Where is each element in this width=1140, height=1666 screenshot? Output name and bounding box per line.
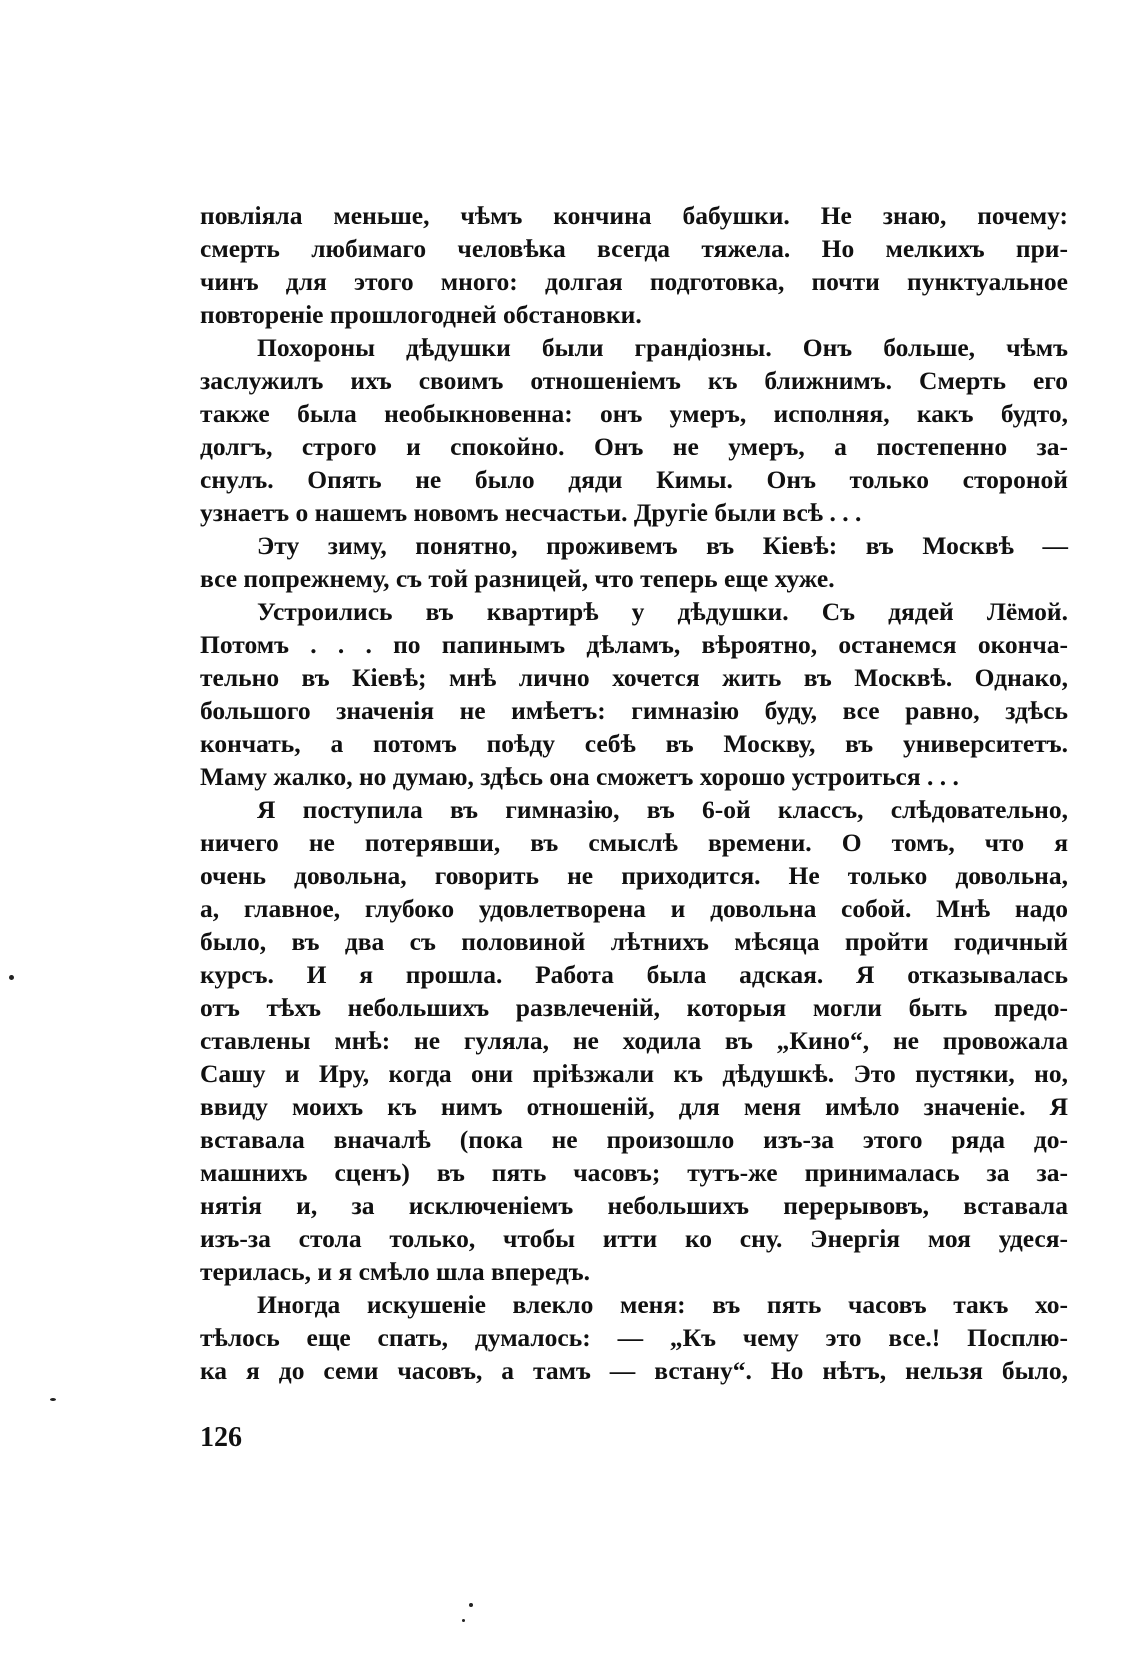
text-line: отъ тѣхъ небольшихъ развлеченій, которыя могли быть предо- (200, 993, 1068, 1022)
text-line: заслужилъ ихъ своимъ отношеніемъ къ ближнимъ. Смерть его (200, 366, 1068, 395)
page-number: 126 (200, 1422, 242, 1453)
text-line: узнаетъ о нашемъ новомъ несчастьи. Другіе были всѣ . . . (200, 498, 862, 527)
text-line: также была необыкновенна: онъ умеръ, исполняя, какъ будто, (200, 399, 1068, 428)
text-line: ка я до семи часовъ, а тамъ — встану“. Но нѣтъ, нельзя было, (200, 1356, 1068, 1385)
text-line: ничего не потерявши, въ смыслѣ времени. О томъ, что я (200, 828, 1068, 857)
text-line: было, въ два съ половиной лѣтнихъ мѣсяца пройти годичный (200, 927, 1068, 956)
text-line: Сашу и Иру, когда они пріѣзжали къ дѣдушкѣ. Это пустяки, но, (200, 1059, 1068, 1088)
text-line: ввиду моихъ къ нимъ отношеній, для меня имѣло значеніе. Я (200, 1092, 1068, 1121)
scan-speck (9, 975, 14, 980)
text-line: курсъ. И я прошла. Работа была адская. Я отказывалась (200, 960, 1068, 989)
text-line: а, главное, глубоко удовлетворена и довольна собой. Мнѣ надо (200, 894, 1068, 923)
body-text (200, 199, 1068, 1387)
text-line: тельно въ Кіевѣ; мнѣ лично хочется жить въ Москвѣ. Однако, (200, 663, 1068, 692)
text-line: смерть любимаго человѣка всегда тяжела. Но мелкихъ при- (200, 234, 1068, 263)
text-line: нятія и, за исключеніемъ небольшихъ перерывовъ, вставала (200, 1191, 1068, 1220)
text-line: вставала вначалѣ (пока не произошло изъ-за этого ряда до- (200, 1125, 1068, 1154)
text-line: долгъ, строго и спокойно. Онъ не умеръ, а постепенно за- (200, 432, 1068, 461)
scan-speck (50, 1398, 56, 1401)
text-line: изъ-за стола только, чтобы итти ко сну. Энергія моя удеся- (200, 1224, 1068, 1253)
text-line: машнихъ сценъ) въ пять часовъ; тутъ-же принималась за за- (200, 1158, 1068, 1187)
text-line: Маму жалко, но думаю, здѣсь она сможетъ хорошо устроиться . . . (200, 762, 959, 791)
text-line: очень довольна, говорить не приходится. Не только довольна, (200, 861, 1068, 890)
scan-speck (469, 1603, 473, 1607)
text-line: Похороны дѣдушки были грандіозны. Онъ больше, чѣмъ (257, 333, 1068, 362)
text-line: большого значенія не имѣетъ: гимназію буду, все равно, здѣсь (200, 696, 1068, 725)
text-line: чинъ для этого много: долгая подготовка, почти пунктуальное (200, 267, 1068, 296)
text-line: Потомъ . . . по папинымъ дѣламъ, вѣроятно, останемся оконча- (200, 630, 1068, 659)
text-line: повтореніе прошлогодней обстановки. (200, 300, 642, 329)
text-line: Я поступила въ гимназію, въ 6-ой классъ, слѣдовательно, (257, 795, 1068, 824)
text-line: Иногда искушеніе влекло меня: въ пять часовъ такъ хо- (257, 1290, 1068, 1319)
text-line: все попрежнему, съ той разницей, что теперь еще хуже. (200, 564, 835, 593)
text-line: тѣлось еще спать, думалось: — „Къ чему это все.! Посплю- (200, 1323, 1068, 1352)
text-line: терилась, и я смѣло шла впередъ. (200, 1257, 591, 1286)
text-line: Устроились въ квартирѣ у дѣдушки. Съ дядей Лёмой. (257, 597, 1068, 626)
text-line: повліяла меньше, чѣмъ кончина бабушки. Не знаю, почему: (200, 201, 1068, 230)
scan-speck (462, 1619, 465, 1622)
text-line: снулъ. Опять не было дяди Кимы. Онъ только стороной (200, 465, 1068, 494)
text-line: кончать, а потомъ поѣду себѣ въ Москву, въ университетъ. (200, 729, 1068, 758)
text-line: ставлены мнѣ: не гуляла, не ходила въ „Кино“, не провожала (200, 1026, 1068, 1055)
text-line: Эту зиму, понятно, проживемъ въ Кіевѣ: въ Москвѣ — (257, 531, 1068, 560)
